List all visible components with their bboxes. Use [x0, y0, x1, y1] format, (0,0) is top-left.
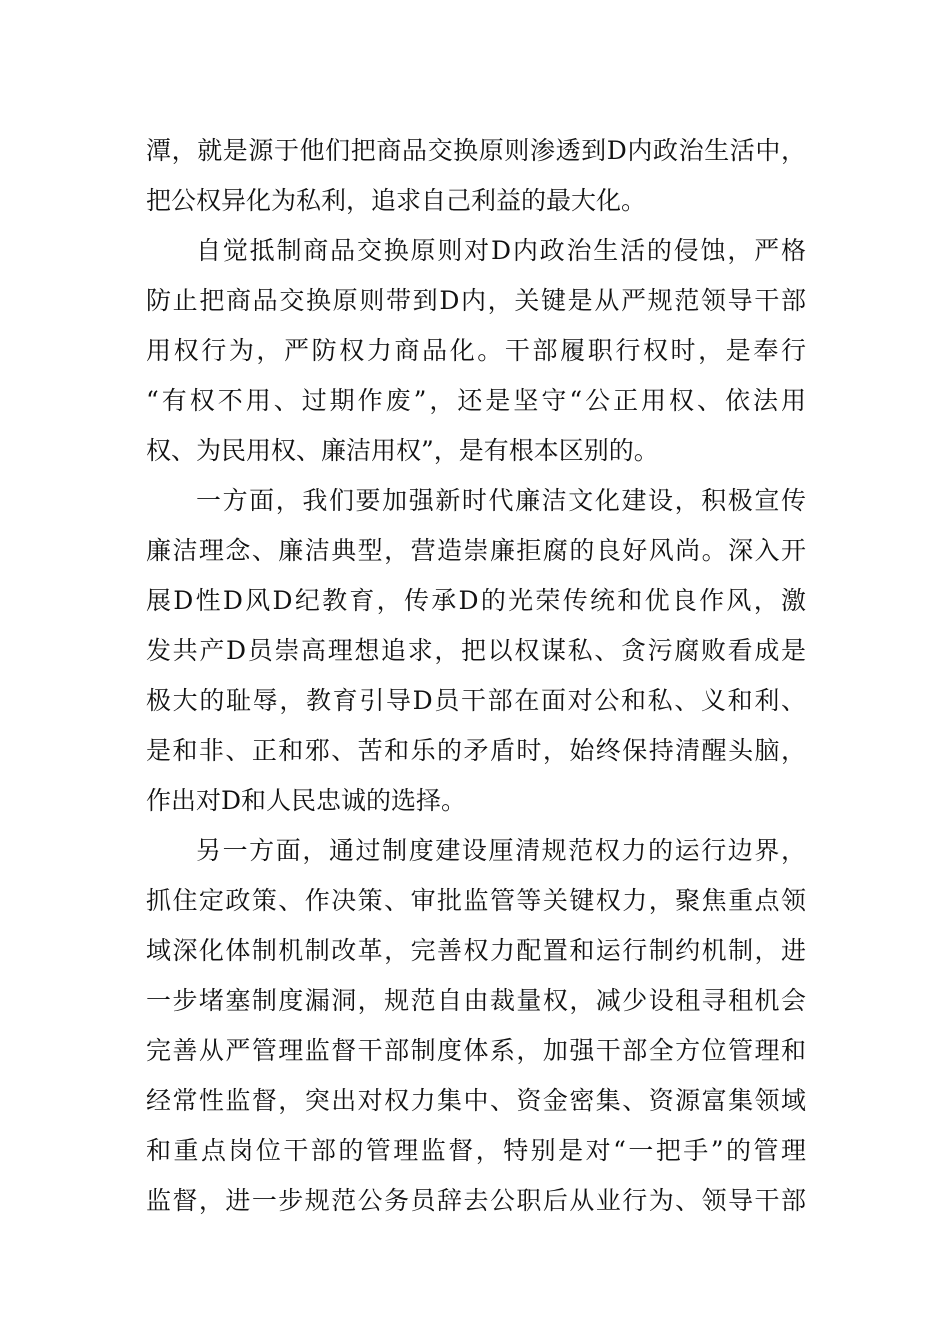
- paragraph-first-line: 另一方面，通过制度建设厘清规范权力的运行边界，: [196, 836, 806, 865]
- text-line: 完善从严管理监督干部制度体系，加强干部全方位管理和: [146, 1036, 806, 1065]
- text-line: 潭，就是源于他们把商品交换原则渗透到D内政治生活中，: [146, 136, 806, 165]
- text-line: 作出对D和人民忠诚的选择。: [146, 786, 467, 815]
- text-line: 经常性监督，突出对权力集中、资金密集、资源富集领域: [146, 1086, 806, 1115]
- text-line: 域深化体制机制改革，完善权力配置和运行制约机制，进: [146, 936, 806, 965]
- paragraph-first-line: 一方面，我们要加强新时代廉洁文化建设，积极宣传: [196, 486, 806, 515]
- text-line: 和重点岗位干部的管理监督，特别是对“一把手”的管理: [146, 1136, 806, 1165]
- text-line: 权、为民用权、廉洁用权”，是有根本区别的。: [146, 436, 659, 465]
- text-line: 监督，进一步规范公务员辞去公职后从业行为、领导干部: [146, 1186, 806, 1215]
- text-line: 抓住定政策、作决策、审批监管等关键权力，聚焦重点领: [146, 886, 806, 915]
- text-line: 发共产D员崇高理想追求，把以权谋私、贪污腐败看成是: [146, 636, 806, 665]
- text-line: 把公权异化为私利，追求自己利益的最大化。: [146, 186, 647, 215]
- text-line: 防止把商品交换原则带到D内，关键是从严规范领导干部: [146, 286, 806, 315]
- text-line: 是和非、正和邪、苦和乐的矛盾时，始终保持清醒头脑，: [146, 736, 806, 765]
- paragraph-first-line: 自觉抵制商品交换原则对D内政治生活的侵蚀，严格: [196, 236, 806, 265]
- text-line: 一步堵塞制度漏洞，规范自由裁量权，减少设租寻租机会: [146, 986, 806, 1015]
- text-line: “有权不用、过期作废”，还是坚守“公正用权、依法用: [146, 386, 806, 415]
- text-line: 用权行为，严防权力商品化。干部履职行权时，是奉行: [146, 336, 806, 365]
- text-line: 展D性D风D纪教育，传承D的光荣传统和优良作风，激: [146, 586, 806, 615]
- text-line: 极大的耻辱，教育引导D员干部在面对公和私、义和利、: [146, 686, 806, 715]
- text-line: 廉洁理念、廉洁典型，营造崇廉拒腐的良好风尚。深入开: [146, 536, 806, 565]
